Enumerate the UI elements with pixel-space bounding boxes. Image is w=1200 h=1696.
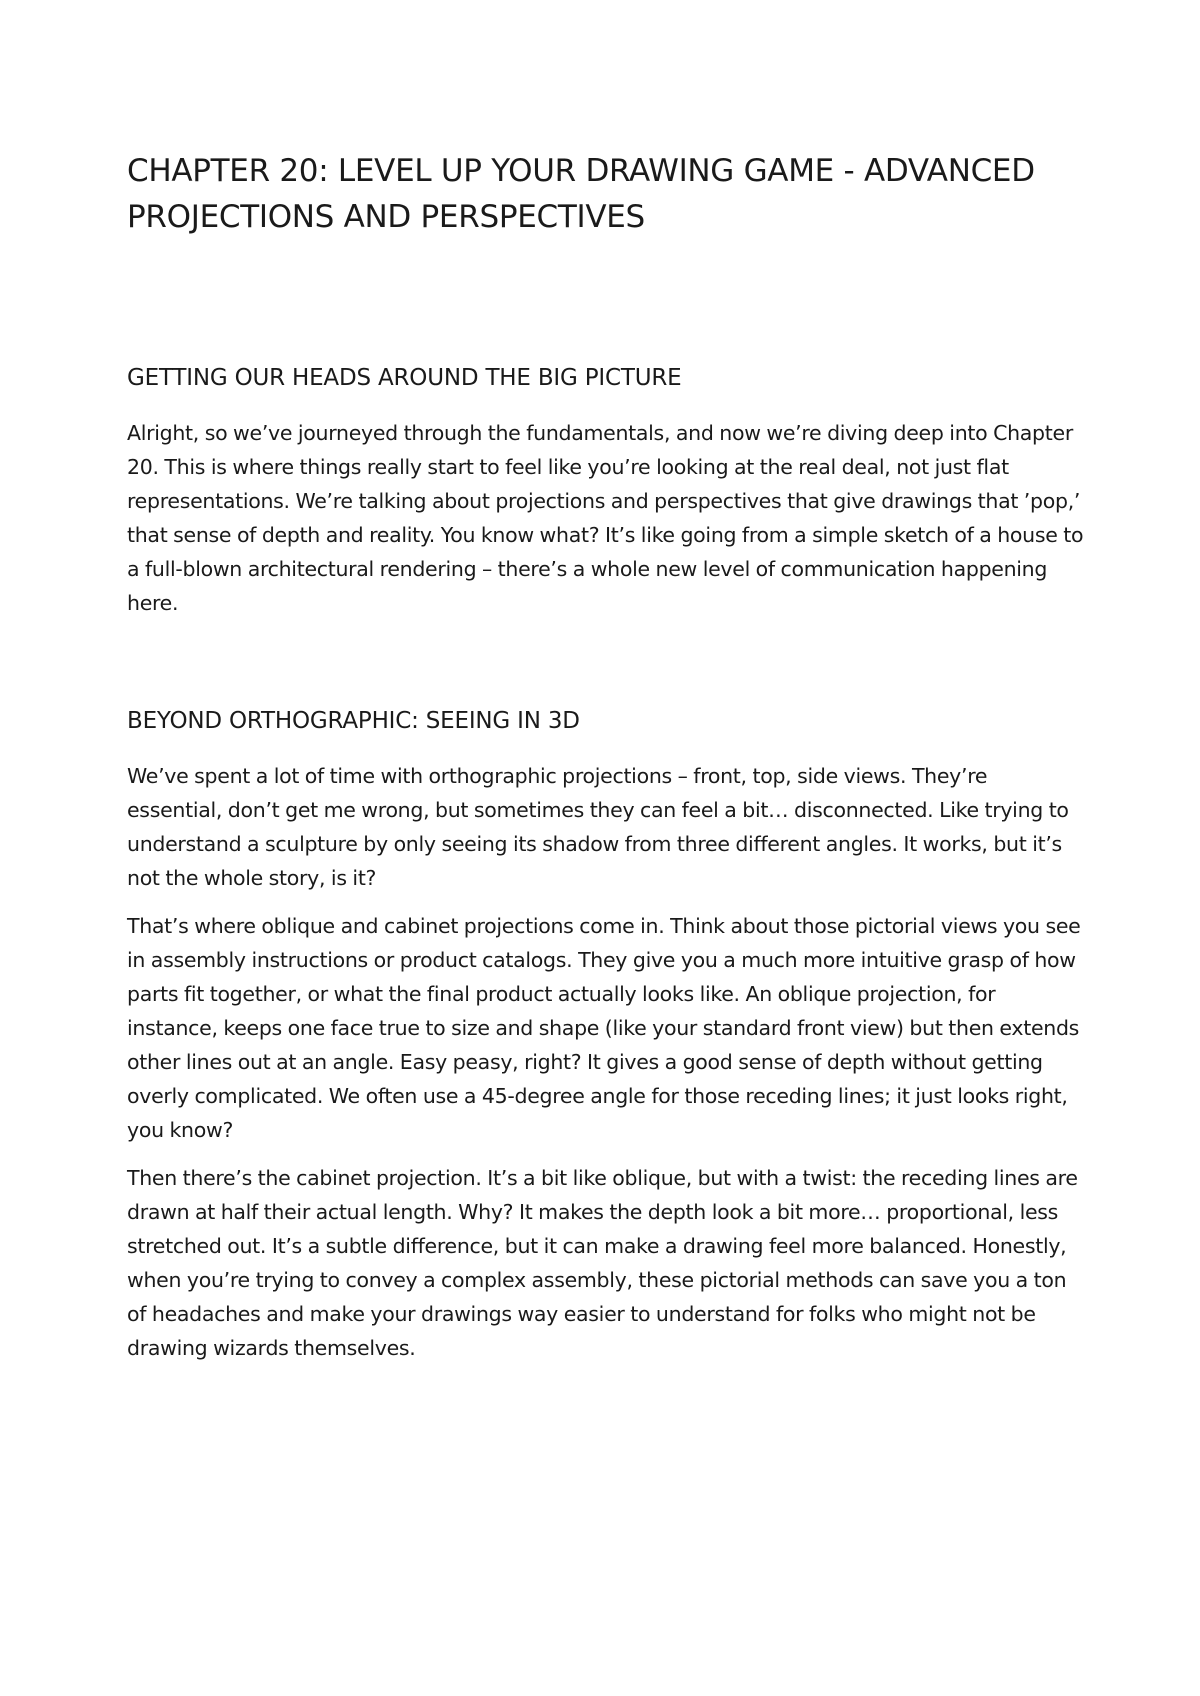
page-content xyxy=(127,148,1087,1379)
paragraph: Then there’s the cabinet projection. It’s a bit like oblique, but with a twist: the receding lines are drawn at half their actual length. Why? It makes the depth look a bit more… proportional, less stretched out. It’s a subtle difference, but it can make a drawing feel more balanced. Honestly, when you’re trying to convey a complex assembly, these pictorial methods can save you a ton of headaches and make your drawings way easier to understand for folks who might not be drawing wizards themselves. xyxy=(127,1166,1078,1360)
section-big-picture xyxy=(127,361,1087,620)
chapter-title: CHAPTER 20: LEVEL UP YOUR DRAWING GAME - ADVANCED PROJECTIONS AND PERSPECTIVES xyxy=(127,153,1035,235)
paragraph: Alright, so we’ve journeyed through the fundamentals, and now we’re diving deep into Chapter 20. This is where things really start to feel like you’re looking at the real deal, not just flat representations. We’re talking about projections and perspectives that give drawings that ’pop,’ that sense of depth and reality. You know what? It’s like going from a simple sketch of a house to a full-blown architectural rendering – there’s a whole new level of communication happening here. xyxy=(127,421,1084,615)
paragraph: That’s where oblique and cabinet projections come in. Think about those pictorial views you see in assembly instructions or product catalogs. They give you a much more intuitive grasp of how parts fit together, or what the final product actually looks like. An oblique projection, for instance, keeps one face true to size and shape (like your standard front view) but then extends other lines out at an angle. Easy peasy, right? It gives a good sense of depth without getting overly complicated. We often use a 45-degree angle for those receding lines; it just looks right, you know? xyxy=(127,914,1081,1142)
section-heading: BEYOND ORTHOGRAPHIC: SEEING IN 3D xyxy=(127,708,580,734)
section-beyond-orthographic xyxy=(127,704,1087,1365)
paragraph: We’ve spent a lot of time with orthographic projections – front, top, side views. They’re essential, don’t get me wrong, but sometimes they can feel a bit… disconnected. Like trying to understand a sculpture by only seeing its shadow from three different angles. It works, but it’s not the whole story, is it? xyxy=(127,764,1069,890)
section-heading: GETTING OUR HEADS AROUND THE BIG PICTURE xyxy=(127,365,682,391)
